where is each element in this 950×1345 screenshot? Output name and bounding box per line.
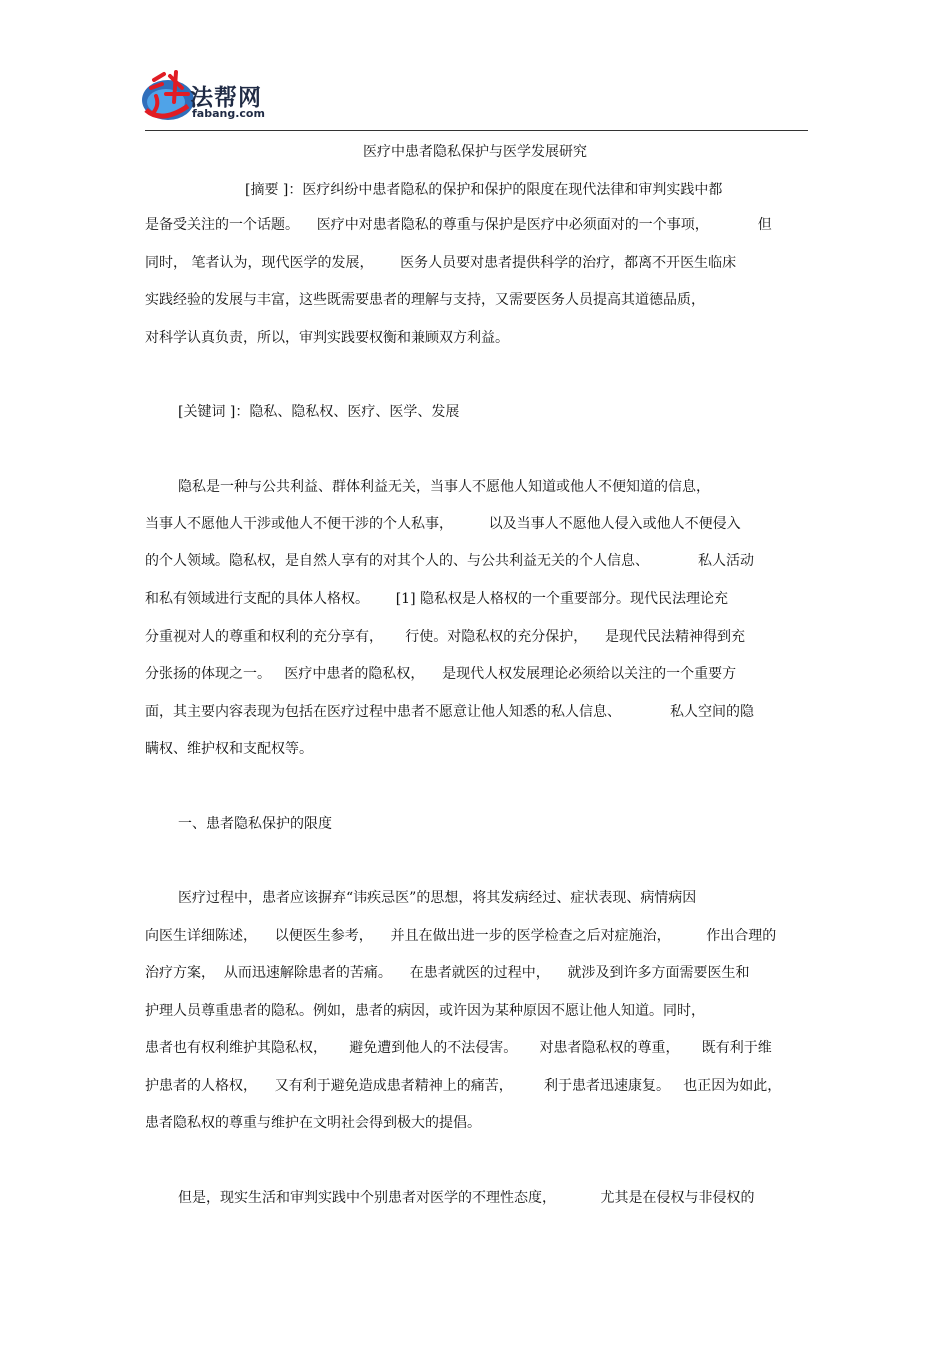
- section-heading: 一、患者隐私保护的限度: [178, 816, 332, 832]
- paragraph-line: 分重视对人的尊重和权利的充分享有， 行使。对隐私权的充分保护， 是现代民法精神得到充: [145, 629, 746, 645]
- document-title: 医疗中患者隐私保护与医学发展研究: [363, 144, 587, 160]
- logo-wordmark: 法帮网: [190, 85, 262, 111]
- paragraph-line: 护理人员尊重患者的隐私。例如，患者的病因，或许因为某种原因不愿让他人知道。同时，: [145, 1003, 705, 1019]
- paragraph-line: 医疗过程中，患者应该摒弃“讳疾忌医”的思想，将其发病经过、症状表现、病情病因: [178, 890, 697, 906]
- abstract-line: 实践经验的发展与丰富，这些既需要患者的理解与支持，又需要医务人员提高其道德品质，: [145, 292, 705, 308]
- abstract-line: 对科学认真负责，所以，审判实践要权衡和兼顾双方利益。: [145, 330, 509, 346]
- paragraph-line: 分张扬的体现之一。 医疗中患者的隐私权， 是现代人权发展理论必须给以关注的一个重要方: [145, 666, 737, 682]
- paragraph-line: 治疗方案， 从而迅速解除患者的苦痛。 在患者就医的过程中， 就涉及到许多方面需要医生和: [145, 965, 750, 981]
- keywords: [关键词 ]：隐私、隐私权、医疗、医学、发展: [178, 404, 460, 420]
- paragraph-line: 患者也有权利维护其隐私权， 避免遭到他人的不法侵害。 对患者隐私权的尊重， 既有利于维: [145, 1040, 772, 1056]
- abstract-line: [摘要 ]：医疗纠纷中患者隐私的保护和保护的限度在现代法律和审判实践中都: [245, 182, 723, 198]
- header-divider: [145, 130, 808, 131]
- paragraph-line: 隐私是一种与公共利益、群体利益无关，当事人不愿他人知道或他人不便知道的信息，: [178, 479, 710, 495]
- paragraph-line: 向医生详细陈述， 以便医生参考， 并且在做出进一步的医学检查之后对症施治， 作出合理的: [145, 928, 777, 944]
- abstract-line: 同时， 笔者认为，现代医学的发展， 医务人员要对患者提供科学的治疗，都离不开医生临床: [145, 255, 737, 271]
- logo-url: fabang.com: [192, 107, 265, 120]
- paragraph-line: 护患者的人格权， 又有利于避免造成患者精神上的痛苦， 利于患者迅速康复。 也正因为如此，: [145, 1078, 782, 1094]
- abstract-line: 是备受关注的一个话题。 医疗中对患者隐私的尊重与保护是医疗中必须面对的一个事项， 但: [145, 217, 772, 233]
- paragraph-line: 患者隐私权的尊重与维护在文明社会得到极大的提倡。: [145, 1115, 481, 1131]
- paragraph-line: 当事人不愿他人干涉或他人不便干涉的个人私事， 以及当事人不愿他人侵入或他人不便侵入: [145, 516, 741, 532]
- paragraph-line: 和私有领域进行支配的具体人格权。 [1] 隐私权是人格权的一个重要部分。现代民法理论充: [145, 591, 728, 607]
- paragraph-line: 面，其主要内容表现为包括在医疗过程中患者不愿意让他人知悉的私人信息、 私人空间的隐: [145, 704, 754, 720]
- paragraph-line: 但是，现实生活和审判实践中个别患者对医学的不理性态度， 尤其是在侵权与非侵权的: [178, 1190, 755, 1206]
- paragraph-line: 瞒权、维护权和支配权等。: [145, 741, 313, 757]
- paragraph-line: 的个人领域。隐私权，是自然人享有的对其个人的、与公共利益无关的个人信息、 私人活动: [145, 553, 754, 569]
